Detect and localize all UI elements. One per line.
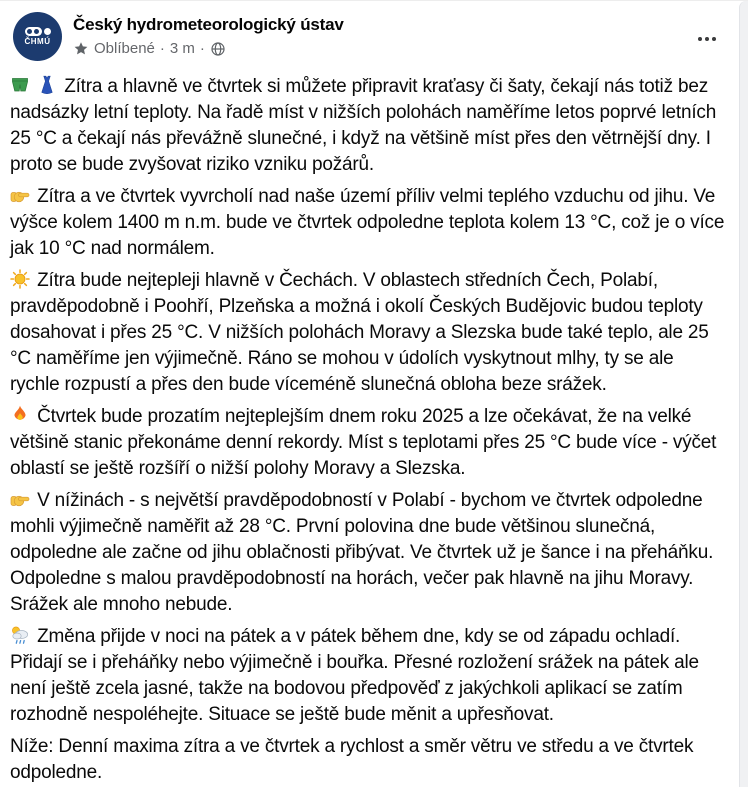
post-paragraph <box>10 404 726 482</box>
page-avatar[interactable] <box>13 12 62 61</box>
page-name-link[interactable]: Český hydrometeorologický ústav <box>73 15 344 34</box>
post-paragraph <box>10 74 726 178</box>
paragraph-text: Zítra bude nejtepleji hlavně v Čechách. V oblastech středních Čech, Polabí, pravděpodobně i Poohří, Plzeňska a možná i okolí Českých Budějovic budou teploty dosahovat i přes 25 °C. V nižších polohách Moravy a Slezska bude také teplo, ale 25 °C naměříme jen výjimečně. Ráno se mohou v údolích vyskytnout mlhy, ty se ale rychle rozpustí a přes den bude víceméně slunečná obloha beze srážek. <box>10 270 709 395</box>
avatar-label: ČHMÚ <box>24 37 51 46</box>
paragraph-text: Zítra a hlavně ve čtvrtek si můžete připravit kraťasy či šaty, čekají nás totiž bez nadsázky letní teploty. Na řadě míst v nižších polohách naměříme letos poprvé letních 25 °C a čekají nás převážně slunečné, i když na většině míst přes den větrnější dny. I proto se bude zvyšovat riziko vzniku požárů. <box>10 76 717 175</box>
post-paragraph <box>10 624 726 728</box>
sun-icon <box>10 269 31 289</box>
shorts-icon <box>10 75 31 95</box>
star-icon <box>73 41 89 57</box>
paragraph-text: V nížinách - s největší pravděpodobností v Polabí - bychom ve čtvrtek odpoledne mohli výjimečně naměřit až 28 °C. První polovina dne bude většinou slunečná, odpoledne ale začne od jihu oblačnosti přibývat. Ve čtvrtek už je šance i na přeháňku. Odpoledne s malou pravděpodobností na horách, večer pak hlavně na jihu Moravy. Srážek ale mnoho nebude. <box>10 490 714 615</box>
paragraph-text: Zítra a ve čtvrtek vyvrcholí nad naše území příliv velmi teplého vzduchu od jihu. Ve výšce kolem 1400 m n.m. bude ve čtvrtek odpoledne teplota kolem 13 °C, což je o více jak 10 °C nad normálem. <box>10 186 725 259</box>
post-header <box>0 1 748 61</box>
globe-icon <box>210 41 226 57</box>
meta-separator: · <box>159 40 165 57</box>
more-options-button[interactable] <box>690 25 724 53</box>
post-paragraph <box>10 184 726 262</box>
fire-icon <box>10 405 31 425</box>
follow-status: Oblíbené <box>94 40 155 57</box>
post-paragraph <box>10 734 726 786</box>
sun-rain-cloud-icon <box>10 625 31 645</box>
pointing-hand-icon <box>10 489 31 509</box>
timestamp-link[interactable]: 3 m <box>169 40 195 57</box>
paragraph-text: Níže: Denní maxima zítra a ve čtvrtek a rychlost a směr větru ve středu a ve čtvrtek odpoledne. <box>10 736 694 783</box>
paragraph-text: Změna přijde v noci na pátek a v pátek během dne, kdy se od západu ochladí. Přidají se i přeháňky nebo výjimečně i bouřka. Přesné rozložení srážek na pátek ale není ještě zcela jasné, takže na bodovou předpověď z jakýchkoli aplikací se zatím rozhodně nespoléhejte. Situace se ještě bude měnit a upřesňovat. <box>10 626 699 725</box>
post-paragraph <box>10 268 726 398</box>
paragraph-text: Čtvrtek bude prozatím nejteplejším dnem roku 2025 a lze očekávat, že na velké většině stanic překonáme denní rekordy. Míst s teplotami přes 25 °C bude více - výčet oblastí se ještě rozšíří o nižší polohy Moravy a Slezska. <box>10 406 717 479</box>
post-paragraph <box>10 488 726 618</box>
scrollbar[interactable] <box>739 1 748 787</box>
meta-separator: · <box>199 40 205 57</box>
pointing-hand-icon <box>10 185 31 205</box>
chmu-logo-icon <box>25 27 51 36</box>
post-text <box>0 61 748 786</box>
dress-icon <box>37 75 58 95</box>
post-meta <box>73 40 344 57</box>
